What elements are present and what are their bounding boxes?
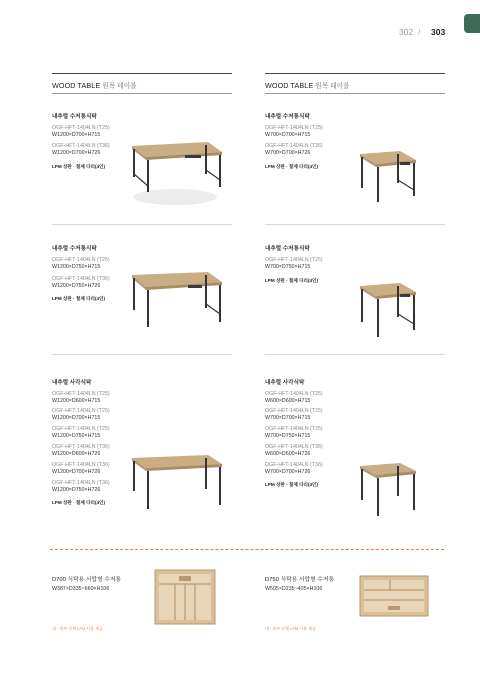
page-number-right: 303 (431, 27, 446, 37)
product-title: 내추럴 수저통식탁 (265, 114, 310, 120)
drawer-image-right (360, 576, 430, 618)
product-dims: W1200×D750×H715 (52, 433, 101, 439)
product-code: OGF-HFT-1404LN (T25) (52, 125, 110, 131)
product-dims: W700×D750×H715 (265, 433, 311, 439)
product-dims: W1200×D700×H715 (52, 132, 101, 138)
product-dims: W600×D600×H715 (265, 398, 311, 404)
product-code: OGF-HFT-1404LN (T36) (52, 143, 110, 149)
page-tab (464, 14, 480, 33)
drawer-dims: W387×D335~660×H106 (52, 586, 110, 592)
table-image-l3 (130, 455, 225, 523)
page-separator: / (418, 27, 421, 37)
product-dims: W700×D700×H726 (265, 469, 311, 475)
section-title-en: WOOD TABLE (265, 81, 314, 90)
product-code: OGF-HFT-1404LN (T36) (52, 444, 110, 450)
product-dims: W1200×D700×H726 (52, 469, 101, 475)
product-code: OGF-HFT-1404LN (T25) (52, 408, 110, 414)
product-code: OGF-HFT-1404LN (T25) (265, 257, 323, 263)
product-code: OGF-HFT-1404LN (T36) (265, 462, 323, 468)
product-dims: W1200×D600×H715 (52, 398, 101, 404)
top-rule-left (52, 73, 232, 74)
section-title-left (52, 80, 137, 90)
drawer-dims: W505×D235~405×H106 (265, 586, 323, 592)
product-note: LPM 상판 · 철제 다리(4인) (52, 164, 106, 169)
drawer-title: D750 식탁용 서랍형 수저통 (265, 577, 335, 583)
product-code: OGF-HFT-1404LN (T36) (52, 276, 110, 282)
product-title: 내추럴 수저통식탁 (52, 114, 97, 120)
section-title-ko: 원목 테이블 (102, 83, 137, 90)
row-divider (265, 224, 445, 225)
product-code: OGF-HFT-1404LN (T25) (265, 426, 323, 432)
product-dims: W1200×D750×H726 (52, 283, 101, 289)
product-note: LPM 상판 · 철제 다리(4인) (52, 296, 106, 301)
product-note: LPM 상판 · 철제 다리(4인) (265, 482, 319, 487)
product-dims: W700×D750×H715 (265, 264, 311, 270)
top-rule-right (265, 73, 445, 74)
table-image-l2 (130, 272, 225, 344)
title-rule-right (265, 93, 445, 94)
product-title: 내추럴 수저통식탁 (52, 246, 97, 252)
product-dims: W1200×D750×H726 (52, 487, 101, 493)
section-title-ko: 원목 테이블 (315, 83, 350, 90)
product-code: OGF-HFT-1404LN (T25) (52, 257, 110, 263)
drawer-image-left (155, 570, 217, 626)
drawer-title: D700 식탁용 서랍형 수저통 (52, 577, 122, 583)
product-dims: W1200×D700×H726 (52, 150, 101, 156)
product-title: 내추럴 수저통식탁 (265, 246, 310, 252)
title-rule-left (52, 93, 232, 94)
product-dims: W700×D700×H715 (265, 415, 311, 421)
section-title-right (265, 80, 350, 90)
section-title-en: WOOD TABLE (52, 81, 101, 90)
product-note: LPM 상판 · 철제 다리(4인) (265, 278, 319, 283)
product-code: OGF-HFT-1404LN (T36) (265, 444, 323, 450)
product-dims: W700×D700×H726 (265, 150, 311, 156)
row-divider (52, 354, 232, 355)
product-code: OGF-HFT-1404LN (T36) (52, 462, 110, 468)
product-note: LPM 상판 · 철제 다리(4인) (265, 164, 319, 169)
drawer-footnote: 내 · 외부 전체 LPM 사용 제공 (52, 626, 104, 631)
product-code: OGF-HFT-1404LN (T25) (52, 391, 110, 397)
row-divider (265, 354, 445, 355)
product-note: LPM 상판 · 철제 다리(4인) (52, 500, 106, 505)
product-dims: W1200×D700×H715 (52, 415, 101, 421)
table-image-r3 (358, 462, 420, 522)
table-image-l1 (130, 142, 225, 210)
row-divider (52, 224, 232, 225)
product-code: OGF-HFT-1404LN (T36) (265, 143, 323, 149)
product-title: 내추럴 사각식탁 (265, 380, 305, 386)
product-title: 내추럴 사각식탁 (52, 380, 92, 386)
drawer-footnote: 내 · 외부 전체 LPM 사용 제공 (265, 626, 317, 631)
product-code: OGF-HFT-1404LN (T25) (265, 408, 323, 414)
dashed-divider (50, 549, 444, 550)
table-image-r1 (358, 150, 420, 210)
product-code: OGF-HFT-1404LN (T25) (52, 426, 110, 432)
product-dims: W1200×D600×H726 (52, 451, 101, 457)
product-dims: W700×D700×H715 (265, 132, 311, 138)
product-dims: W600×D600×H726 (265, 451, 311, 457)
product-code: OGF-HFT-1404LN (T36) (52, 480, 110, 486)
product-code: OGF-HFT-1404LN (T25) (265, 125, 323, 131)
table-image-r2 (358, 282, 420, 344)
product-code: OGF-HFT-1404LN (T25) (265, 391, 323, 397)
product-dims: W1200×D750×H715 (52, 264, 101, 270)
page-number-left: 302 (399, 27, 414, 37)
